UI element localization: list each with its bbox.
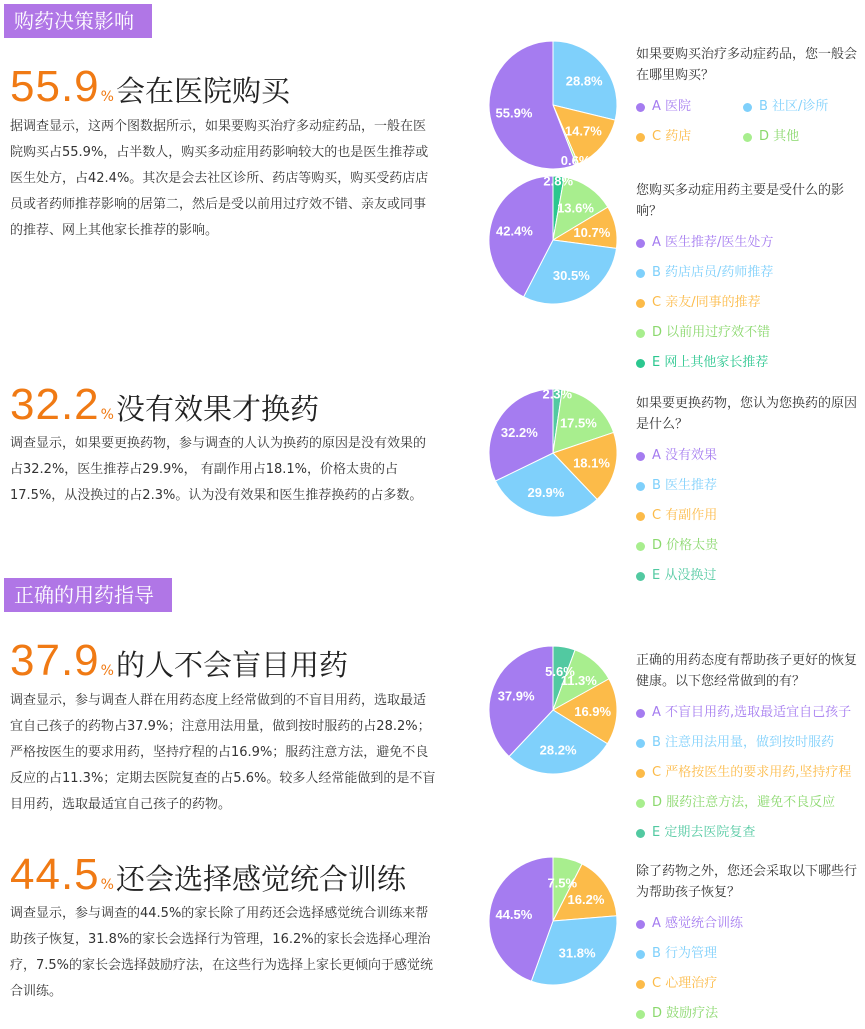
legend-item xyxy=(636,441,864,471)
legend-label: A 没有效果 xyxy=(652,448,718,463)
legend-dot-icon xyxy=(636,739,645,748)
pie-data-label: 37.9% xyxy=(497,688,535,704)
question-box-5 xyxy=(636,861,864,1029)
legend-dot-icon xyxy=(636,329,645,338)
question-box-4 xyxy=(636,650,864,848)
pie-data-label: 29.9% xyxy=(527,485,565,501)
pie-data-label: 13.6% xyxy=(557,200,594,216)
headline-stat: 44.5 xyxy=(10,850,100,899)
legend-dot-icon xyxy=(636,359,645,368)
legend-label: A 不盲目用药,选取最适宜自己孩子 xyxy=(652,705,852,720)
legend-item xyxy=(636,758,864,788)
legend-dot-icon xyxy=(636,829,645,838)
legend-item xyxy=(636,92,743,122)
pie-data-label: 2.3% xyxy=(542,386,573,402)
legend-label: D 服药注意方法，避免不良反应 xyxy=(652,795,836,810)
pie-4 xyxy=(489,646,617,774)
question-box-1 xyxy=(636,44,864,152)
legend-label: C 药店 xyxy=(652,129,692,144)
legend-item xyxy=(636,939,864,969)
section-banner-guidance: 正确的用药指导 xyxy=(4,578,172,612)
legend-dot-icon xyxy=(743,103,752,112)
question-box-2 xyxy=(636,180,864,378)
headline-stat: 55.9 xyxy=(10,62,100,111)
legend-dot-icon xyxy=(636,103,645,112)
headline-unit: % xyxy=(100,877,114,893)
legend-item xyxy=(636,228,864,258)
pie-1 xyxy=(489,41,617,169)
pie-data-label: 5.6% xyxy=(545,663,575,679)
pie-5 xyxy=(489,857,617,985)
headline-text: 的人不会盲目用药 xyxy=(115,648,348,682)
legend-dot-icon xyxy=(636,452,645,461)
legend-item xyxy=(636,471,864,501)
legend-item xyxy=(636,561,864,591)
pie-data-label: 28.2% xyxy=(539,742,577,758)
legend-dot-icon xyxy=(636,572,645,581)
legend-item xyxy=(636,258,864,288)
question-title: 正确的用药态度有帮助孩子更好的恢复健康。以下您经常做到的有？ xyxy=(636,653,858,689)
legend xyxy=(636,441,864,591)
legend-label: B 注意用法用量，做到按时服药 xyxy=(652,735,835,750)
headline-text: 会在医院购买 xyxy=(115,74,290,108)
legend-label: D 价格太贵 xyxy=(652,538,719,553)
question-title: 除了药物之外，您还会采取以下哪些行为帮助孩子恢复？ xyxy=(636,864,858,900)
legend-dot-icon xyxy=(743,133,752,142)
pie-data-label: 44.5% xyxy=(495,907,533,923)
legend-item xyxy=(636,969,864,999)
headline-text: 没有效果才换药 xyxy=(115,392,319,426)
legend-label: B 社区/诊所 xyxy=(759,99,829,114)
question-title: 如果要购买治疗多动症药品，您一般会在哪里购买？ xyxy=(636,47,858,83)
pie-data-label: 28.8% xyxy=(565,73,603,89)
pie-data-label: 16.2% xyxy=(567,891,605,907)
legend-item xyxy=(636,348,864,378)
legend-label: A 医院 xyxy=(652,99,692,114)
headline-unit: % xyxy=(100,663,114,679)
legend-item xyxy=(636,288,864,318)
legend-item xyxy=(636,531,864,561)
legend-label: E 网上其他家长推荐 xyxy=(652,355,769,370)
legend-dot-icon xyxy=(636,709,645,718)
pie-data-label: 17.5% xyxy=(559,415,597,431)
legend-label: C 心理治疗 xyxy=(652,976,718,991)
pie-data-label: 2.8% xyxy=(543,173,574,189)
headline-unit: % xyxy=(100,407,114,423)
headline-text: 还会选择感觉统合训练 xyxy=(115,862,406,896)
paragraph-2: 调查显示，如果要更换药物，参与调查的人认为换药的原因是没有效果的占32.2%，医生推荐占29.9%， 有副作用占18.1%，价格太贵的占17.5%，从没换过的占2.3%。认为没有效果和医生推荐换药的占多数。 xyxy=(10,436,427,503)
section-banner-purchase: 购药决策影响 xyxy=(4,4,152,38)
legend-label: B 行为管理 xyxy=(652,946,718,961)
legend-item xyxy=(636,122,743,152)
legend-dot-icon xyxy=(636,1010,645,1019)
headline-unit: % xyxy=(100,89,114,105)
legend-label: A 医生推荐/医生处方 xyxy=(652,235,774,250)
pie-3 xyxy=(489,387,617,517)
pie-data-label: 11.3% xyxy=(560,672,597,688)
pie-data-label: 14.7% xyxy=(564,123,602,139)
pie-data-label: 30.5% xyxy=(552,268,590,284)
legend-item xyxy=(636,818,864,848)
legend-dot-icon xyxy=(636,769,645,778)
legend-item xyxy=(636,909,864,939)
legend xyxy=(636,228,864,378)
legend-dot-icon xyxy=(636,133,645,142)
paragraph-3: 调查显示，参与调查人群在用药态度上经常做到的不盲目用药，选取最适宜自己孩子的药物占37.9%；注意用法用量，做到按时服药的占28.2%；严格按医生的要求用药，坚持疗程的占16.9%；服药注意方法，避免不良反应的占11.3%；定期去医院复查的占5.6%。较多人经常能做到的是不盲目用药，选取最适宜自己孩子的药物。 xyxy=(10,693,436,812)
legend-dot-icon xyxy=(636,482,645,491)
pie-data-label: 32.2% xyxy=(500,424,538,440)
pie-2 xyxy=(489,174,617,304)
pie-data-label: 31.8% xyxy=(558,945,596,961)
pie-data-label: 10.7% xyxy=(573,224,611,240)
legend-label: D 以前用过疗效不错 xyxy=(652,325,771,340)
legend-dot-icon xyxy=(636,980,645,989)
legend-label: B 药店店员/药师推荐 xyxy=(652,265,774,280)
legend-label: C 严格按医生的要求用药,坚持疗程 xyxy=(652,765,852,780)
legend-item xyxy=(636,999,864,1029)
question-title: 您购买多动症用药主要是受什么的影响？ xyxy=(636,183,845,219)
pie-data-label: 16.9% xyxy=(574,703,612,719)
legend-item xyxy=(636,788,864,818)
legend-label: E 从没换过 xyxy=(652,568,717,583)
question-box-3 xyxy=(636,393,864,591)
legend-dot-icon xyxy=(636,299,645,308)
legend-label: C 有副作用 xyxy=(652,508,718,523)
headline-stat: 37.9 xyxy=(10,636,100,685)
legend xyxy=(636,698,864,848)
legend xyxy=(636,909,864,1029)
legend-dot-icon xyxy=(636,239,645,248)
legend-label: D 其他 xyxy=(759,129,800,144)
question-title: 如果要更换药物，您认为您换药的原因是什么？ xyxy=(636,396,858,432)
legend-label: B 医生推荐 xyxy=(652,478,718,493)
legend-item xyxy=(636,728,864,758)
legend-item xyxy=(636,318,864,348)
legend-label: A 感觉统合训练 xyxy=(652,916,744,931)
legend-item xyxy=(636,698,864,728)
legend-item xyxy=(743,122,850,152)
legend-label: E 定期去医院复查 xyxy=(652,825,756,840)
headline-stat: 32.2 xyxy=(10,380,100,429)
legend-dot-icon xyxy=(636,950,645,959)
paragraph-4: 调查显示，参与调查的44.5%的家长除了用药还会选择感觉统合训练来帮助孩子恢复，31.8%的家长会选择行为管理，16.2%的家长会选择心理治疗，7.5%的家长会选择鼓励疗法，在这些行为选择上家长更倾向于感觉统合训练。 xyxy=(10,906,434,999)
legend-label: D 鼓励疗法 xyxy=(652,1006,719,1021)
legend-dot-icon xyxy=(636,920,645,929)
pie-data-label: 42.4% xyxy=(496,223,533,239)
pie-data-label: 18.1% xyxy=(573,455,610,471)
legend xyxy=(636,92,864,152)
pie-data-label: 0.6% xyxy=(560,153,591,169)
legend-dot-icon xyxy=(636,799,645,808)
paragraph-1: 据调查显示，这两个图数据所示，如果要购买治疗多动症药品，一般在医院购买占55.9%，占半数人，购买多动症用药影响较大的也是医生推荐或医生处方，占42.4%。其次是会去社区诊所、药店等购买，购买受药店店员或者药师推荐影响的居第二，然后是受以前用过疗效不错、亲友或同事的推荐、网上其他家长推荐的影响。 xyxy=(10,119,429,238)
legend-dot-icon xyxy=(636,269,645,278)
legend-dot-icon xyxy=(636,542,645,551)
legend-item xyxy=(743,92,850,122)
legend-label: C 亲友/同事的推荐 xyxy=(652,295,761,310)
legend-item xyxy=(636,501,864,531)
legend-dot-icon xyxy=(636,512,645,521)
pie-data-label: 55.9% xyxy=(495,105,533,121)
pie-data-label: 7.5% xyxy=(547,875,578,891)
